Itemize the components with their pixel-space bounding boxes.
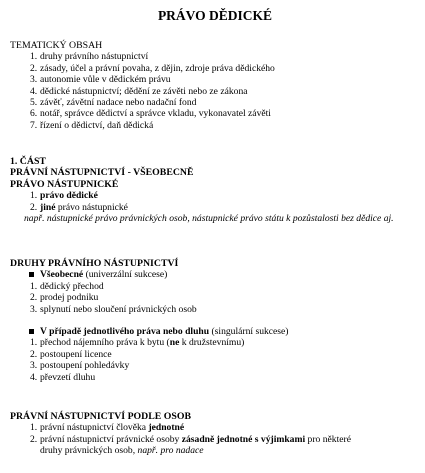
list-item [10, 108, 420, 119]
topics-heading: TEMATICKÝ OBSAH [10, 40, 103, 51]
item-text: právo dědické [40, 190, 98, 202]
general-note: (univerzální sukcese) [83, 269, 168, 281]
item-text: druhy právnických osob, [40, 445, 138, 457]
item-text: postoupení licence [40, 348, 112, 360]
item-text: závěť, závětní nadace nebo nadační fond [40, 97, 197, 109]
list-item: 2. právní nástupnictví právnické osoby zásadně jednotné s výjimkami pro některé druhy právnických osob, např. pro nadace [30, 433, 351, 457]
item-text: notář, správce dědictví a správce vkladu, vykonavatel závěti [40, 108, 271, 120]
types-general [10, 269, 420, 280]
item-number: 2. [30, 62, 38, 74]
singular-label: V případě jednotlivého práva nebo dluhu [40, 326, 210, 338]
item-text: postoupení pohledávky [40, 360, 130, 372]
topics-list [10, 51, 420, 131]
item-text: zásady, účel a právní povaha, z dějin, zdroje práva dědického [40, 62, 275, 74]
bullet-item [10, 269, 420, 280]
item-text: právní nástupnictví právnické osoby [40, 433, 182, 445]
item-text: autonomie vůle v dědickém právu [40, 74, 171, 86]
item-text: pro některé [305, 433, 351, 445]
part1-subheading: PRÁVNÍ NÁSTUPNICTVÍ - VŠEOBECNĚ [10, 167, 194, 179]
item-number: 3. [30, 74, 38, 86]
types-heading: DRUHY PRÁVNÍHO NÁSTUPNICTVÍ [10, 258, 179, 269]
item-text: přechod nájemního práva k bytu ( [40, 337, 170, 349]
list-item [10, 74, 420, 85]
singular-note: (singulární sukcese) [209, 326, 289, 338]
item-text-italic: např. pro nadace [137, 445, 204, 457]
item-text: dědický přechod [40, 280, 104, 292]
item-number: 3. [30, 303, 38, 315]
item-number: 4. [30, 85, 38, 97]
persons-section [10, 411, 420, 457]
list-item [10, 120, 420, 131]
list-item: 3. postoupení pohledávky [30, 360, 130, 372]
general-label: Všeobecné [40, 269, 84, 281]
part1-list [10, 190, 420, 213]
item-text-bold: jiné [40, 201, 56, 213]
persons-heading: PRÁVNÍ NÁSTUPNICTVÍ PODLE OSOB [10, 411, 191, 422]
item-text: k družstevnímu) [179, 337, 245, 349]
list-item [10, 97, 420, 108]
item-text-bold: ne [169, 337, 180, 349]
item-text: převzetí dluhu [40, 371, 96, 383]
item-text-bold: zásadně jednotné s výjimkami [181, 433, 306, 445]
singular-list [10, 337, 420, 383]
part1-heading: 1. ČÁST [10, 156, 46, 167]
part1-subheading-2: PRÁVO NÁSTUPNICKÉ [10, 178, 119, 190]
list-item [10, 63, 420, 74]
item-text: druhy právního nástupnictví [40, 51, 149, 63]
list-item [10, 304, 420, 315]
item-number: 1. [30, 51, 38, 63]
part1-section [10, 156, 420, 224]
item-text: právní nástupnictví člověka [40, 422, 149, 434]
item-text-bold: jednotné [148, 422, 185, 434]
types-singular [10, 326, 420, 337]
list-item [10, 51, 420, 62]
item-text: právo nástupnické [55, 201, 128, 213]
item-number: 7. [30, 119, 38, 131]
item-number: 1. [30, 280, 38, 292]
list-item: 1. právo dědické [30, 190, 98, 202]
list-item: 4. převzetí dluhu [30, 371, 96, 383]
item-number: 2. [30, 292, 38, 304]
general-list [10, 281, 420, 315]
bullet-item [10, 326, 420, 337]
item-text: prodej podniku [40, 292, 99, 304]
part1-note: např. nástupnické právo právnických osob, nástupnické právo státu k pozůstalosti bez dědice aj. [24, 213, 394, 225]
list-item: 2. jiné právo nástupnické [30, 201, 128, 213]
item-text: dědické nástupnictví; dědění ze závěti nebo ze zákona [40, 85, 248, 97]
item-text: řízení o dědictví, daň dědická [40, 119, 154, 131]
document-title: PRÁVO DĚDICKÉ [157, 8, 273, 23]
list-item: 1. právní nástupnictví člověka jednotné [30, 422, 185, 434]
list-item [10, 292, 420, 303]
item-number: 5. [30, 97, 38, 109]
list-item: 2. postoupení licence [30, 348, 112, 360]
list-item [10, 281, 420, 292]
square-bullet-icon [29, 329, 34, 334]
item-text: splynutí nebo sloučení právnických osob [40, 303, 197, 315]
list-item: 1. přechod nájemního práva k bytu (ne k družstevnímu) [30, 337, 245, 349]
square-bullet-icon [29, 272, 34, 277]
types-section [10, 258, 420, 383]
item-number: 6. [30, 108, 38, 120]
persons-list [10, 422, 420, 456]
topics-section [10, 40, 420, 131]
list-item [10, 86, 420, 97]
